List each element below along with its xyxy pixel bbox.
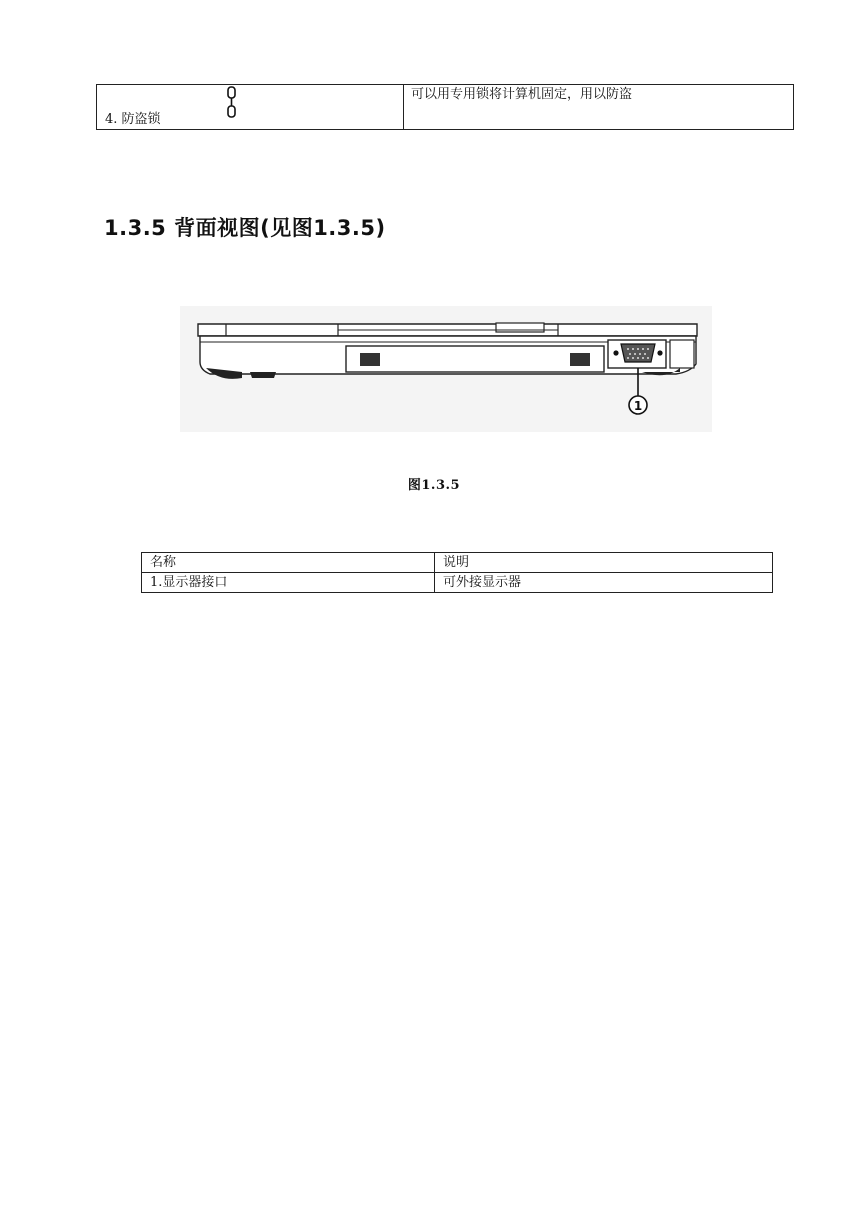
part-name-cell: 1.显示器接口	[142, 573, 435, 593]
column-header-description: 说明	[435, 553, 773, 573]
parts-table	[141, 552, 773, 593]
part-name: 4. 防盗锁	[105, 112, 161, 127]
laptop-rear-view-figure	[180, 306, 712, 432]
callout-number: 1	[633, 399, 643, 413]
part-description-cell: 可外接显示器	[435, 573, 773, 593]
anti-theft-lock-table	[96, 84, 794, 130]
table-row	[142, 573, 773, 593]
chain-lock-icon	[225, 86, 239, 120]
section-heading: 1.3.5 背面视图(见图1.3.5)	[104, 216, 386, 240]
table-header-row	[142, 553, 773, 573]
laptop-rear-view-illustration	[180, 306, 712, 432]
figure-caption: 图1.3.5	[407, 478, 461, 493]
part-name-cell	[97, 85, 404, 130]
table-row	[97, 85, 794, 130]
column-header-name: 名称	[142, 553, 435, 573]
part-description: 可以用专用锁将计算机固定，用以防盗	[404, 85, 794, 130]
